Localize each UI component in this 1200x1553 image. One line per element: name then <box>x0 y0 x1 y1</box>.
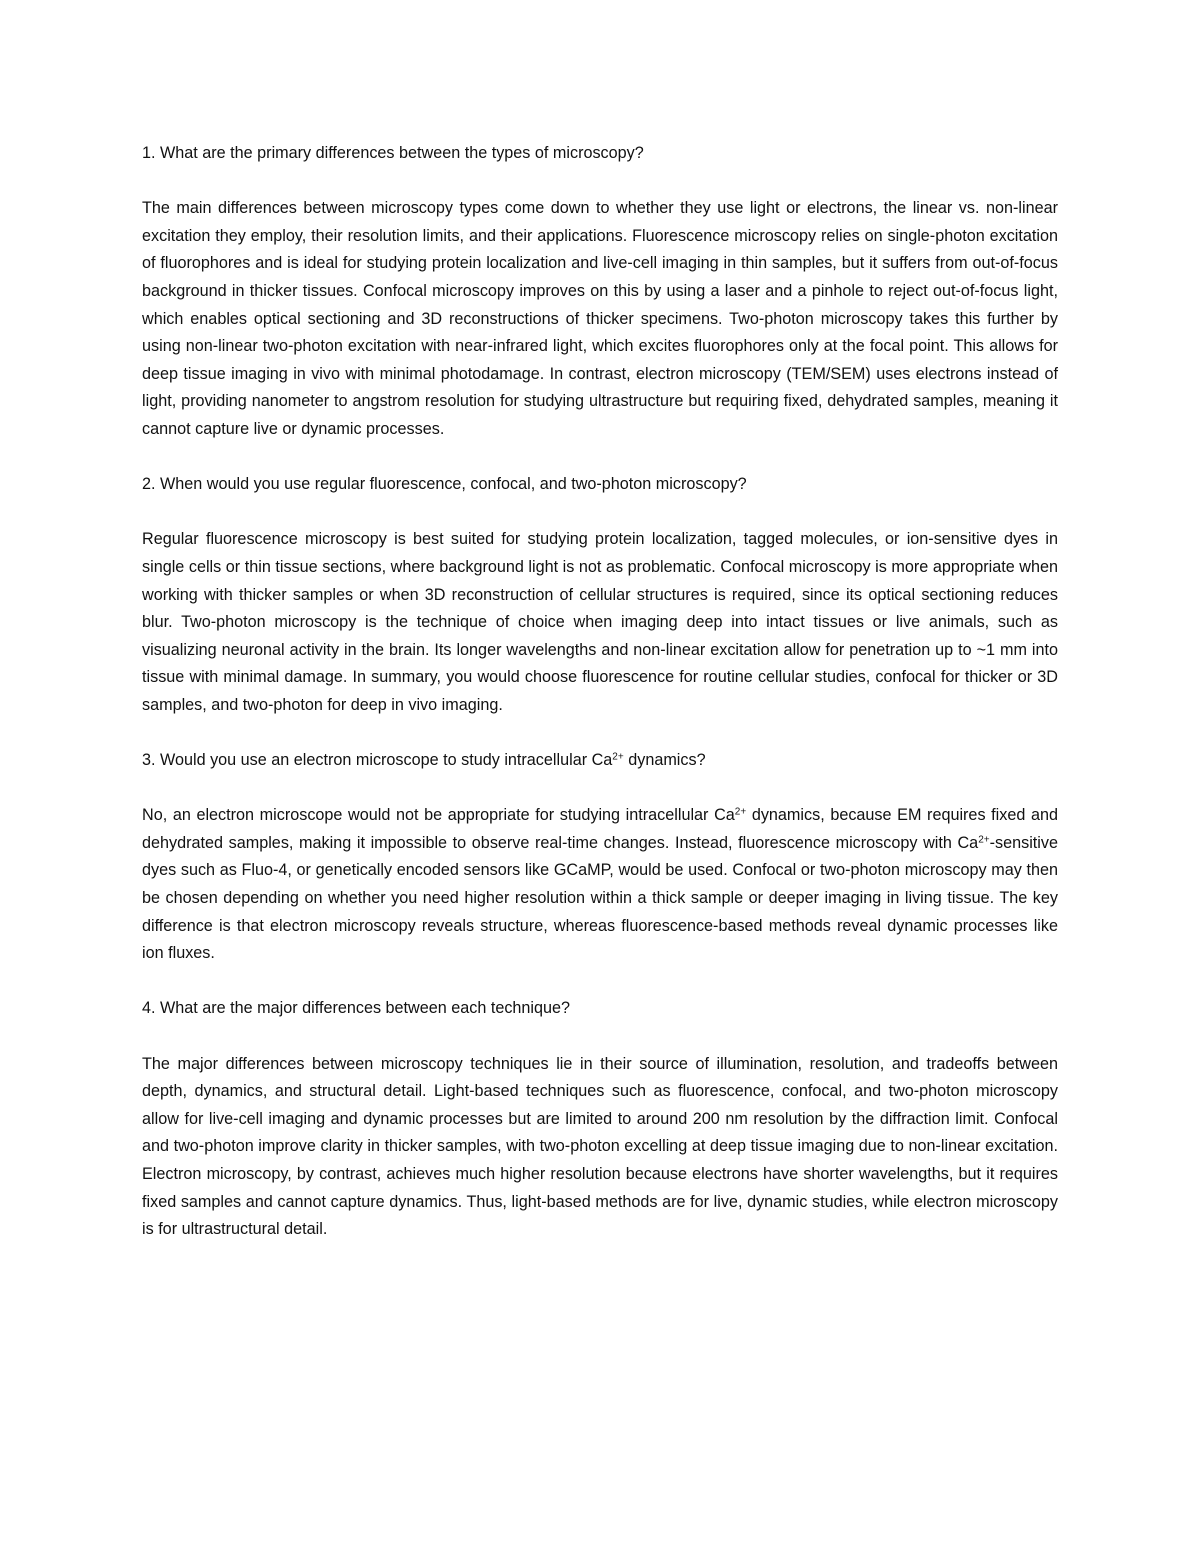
paragraph-spacer <box>142 719 1058 747</box>
question-3-text-a: 3. Would you use an electron microscope to study intracellular Ca <box>142 751 613 770</box>
question-3-text-b: dynamics? <box>623 751 706 770</box>
answer-3-text-a: No, an electron microscope would not be appropriate for studying intracellular Ca <box>142 806 735 825</box>
paragraph-spacer <box>142 1023 1058 1051</box>
question-4: 4. What are the major differences between each technique? <box>142 999 571 1018</box>
paragraph-spacer <box>142 499 1058 527</box>
answer-3-text-c: -sensitive dyes such as Fluo-4, or genetically encoded sensors like GCaMP, would be used. Confocal or two-photon microscopy may then be chosen depending on whether you need higher resolution within a thick sample or deeper imaging in living tissue. The key difference is that electron microscopy reveals structure, whereas fluorescence-based methods reveal dynamic processes like ion fluxes. <box>142 833 1058 963</box>
question-1: 1. What are the primary differences between the types of microscopy? <box>142 144 644 162</box>
answer-3 <box>142 802 1058 968</box>
question-3 <box>142 747 1058 775</box>
answer-1: The main differences between microscopy types come down to whether they use light or electrons, the linear vs. non-linear excitation they employ, their resolution limits, and their applications. Fluorescence microscopy relies on single-photon excitation of fluorophores and is ideal for studying protein localization and live-cell imaging in thin samples, but it suffers from out-of-focus background in thicker tissues. Confocal microscopy improves on this by using a laser and a pinhole to reject out-of-focus light, which enables optical sectioning and 3D reconstructions of thicker specimens. Two-photon microscopy takes this further by using non-linear two-photon excitation with near-infrared light, which excites fluorophores only at the focal point. This allows for deep tissue imaging in vivo with minimal photodamage. In contrast, electron microscopy (TEM/SEM) uses electrons instead of light, providing nanometer to angstrom resolution for studying ultrastructure but requiring fixed, dehydrated samples, meaning it cannot capture live or dynamic processes. <box>142 199 1058 438</box>
paragraph-spacer <box>142 168 1058 196</box>
paragraph-spacer <box>142 775 1058 803</box>
answer-3-text-b: dynamics, because EM requires fixed and dehydrated samples, making it impossible to observe real-time changes. Instead, fluorescence microscopy with Ca <box>142 806 1058 852</box>
paragraph-spacer <box>142 444 1058 472</box>
paragraph-spacer <box>142 968 1058 996</box>
answer-2: Regular fluorescence microscopy is best suited for studying protein localization, tagged molecules, or ion-sensitive dyes in single cells or thin tissue sections, where background light is not as problematic. Confocal microscopy is more appropriate when working with thicker samples or when 3D reconstruction of cellular structures is required, since its optical sectioning reduces blur. Two-photon microscopy is the technique of choice when imaging deep into intact tissues or live animals, such as visualizing neuronal activity in the brain. Its longer wavelengths and non-linear excitation allow for penetration up to ~1 mm into tissue with minimal damage. In summary, you would choose fluorescence for routine cellular studies, confocal for thicker or 3D samples, and two-photon for deep in vivo imaging. <box>142 530 1058 714</box>
answer-4: The major differences between microscopy techniques lie in their source of illumination, resolution, and tradeoffs between depth, dynamics, and structural detail. Light-based techniques such as fluorescence, confocal, and two-photon microscopy allow for live-cell imaging and dynamic processes but are limited to around 200 nm resolution by the diffraction limit. Confocal and two-photon improve clarity in thicker samples, with two-photon excelling at deep tissue imaging due to non-linear excitation. Electron microscopy, by contrast, achieves much higher resolution because electrons have shorter wavelengths, but it requires fixed samples and cannot capture dynamics. Thus, light-based methods are for live, dynamic studies, while electron microscopy is for ultrastructural detail. <box>142 1054 1058 1239</box>
calcium-charge-superscript: 2+ <box>978 834 990 846</box>
calcium-charge-superscript: 2+ <box>734 806 747 818</box>
question-2: 2. When would you use regular fluorescence, confocal, and two-photon microscopy? <box>142 475 747 494</box>
calcium-charge-superscript: 2+ <box>612 751 624 763</box>
document-page <box>142 140 1058 1244</box>
